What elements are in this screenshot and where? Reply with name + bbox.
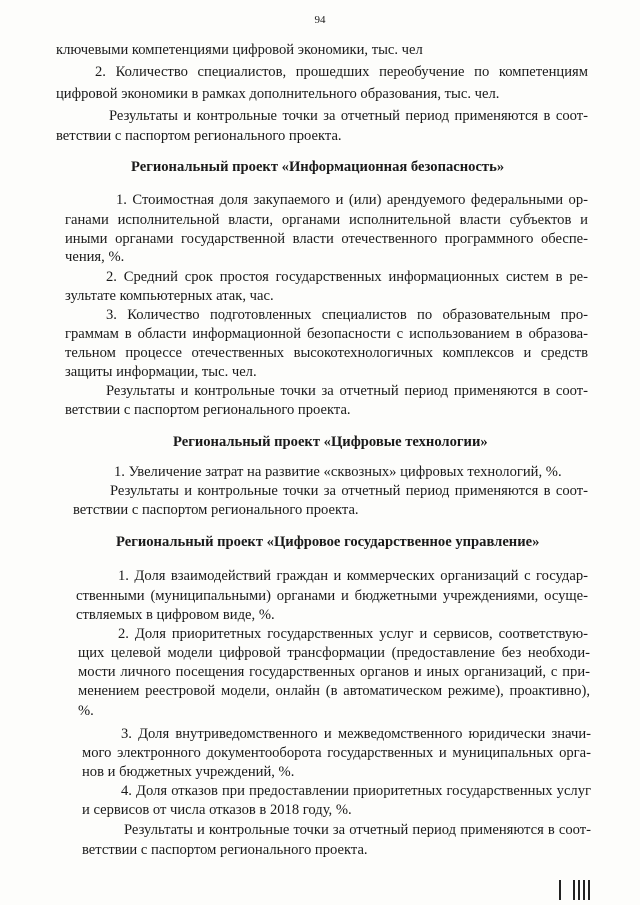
text-line: зультате компьютерных атак, час. [65,288,274,304]
text-line: цифровой экономики в рамках дополнительного образования, тыс. чел. [56,86,500,102]
text-line: мого электронного документооборота государственных и муниципальных орга- [82,745,591,761]
text-line: и сервисов от числа отказов в 2018 году, %. [82,802,352,818]
text-line: щих целевой модели цифровой трансформации (предоставление без необходи- [78,645,590,661]
text-line: граммам в области информационной безопасности с использованием в образова- [65,326,588,342]
text-line: Результаты и контрольные точки за отчетный период применяются в соот- [124,822,591,838]
text-line: ключевыми компетенциями цифровой экономики, тыс. чел [56,42,423,58]
text-line: Результаты и контрольные точки за отчетный период применяются в соот- [109,108,588,124]
text-line: ветствии с паспортом регионального проекта. [82,842,368,858]
text-line: 2. Доля приоритетных государственных услуг и сервисов, соответствую- [118,626,588,642]
text-line: 1. Увеличение затрат на развитие «сквозных» цифровых технологий, %. [114,464,562,480]
text-line: Результаты и контрольные точки за отчетный период применяются в соот- [110,483,588,499]
text-line: ветствии с паспортом регионального проекта. [56,128,342,144]
text-line: 3. Доля внутриведомственного и межведомственного юридически значи- [121,726,591,742]
page-number: 94 [314,14,326,26]
text-line: %. [78,703,94,719]
text-line: 2. Количество специалистов, прошедших переобучение по компетенциям [95,64,588,80]
text-line: ветствии с паспортом регионального проекта. [73,502,359,518]
text-line: 2. Средний срок простоя государственных информационных систем в ре- [106,269,588,285]
text-line: 4. Доля отказов при предоставлении приоритетных государственных услуг [121,783,591,799]
text-line: 3. Количество подготовленных специалистов по образовательным про- [106,307,588,323]
text-line: защиты информации, тыс. чел. [65,364,257,380]
text-line: ветствии с паспортом регионального проекта. [65,402,351,418]
text-line: ственными (муниципальными) органами и бюджетными учреждениями, осуще- [76,588,588,604]
text-line: 1. Стоимостная доля закупаемого и (или) арендуемого федеральными ор- [116,192,588,208]
text-line: 1. Доля взаимодействий граждан и коммерческих организаций с государ- [118,568,588,584]
section-heading: Региональный проект «Информационная безопасность» [131,159,505,175]
text-line: Результаты и контрольные точки за отчетный период применяются в соот- [106,383,588,399]
text-line: чения, %. [65,249,125,265]
text-line: нов и бюджетных учреждений, %. [82,764,295,780]
section-heading: Региональный проект «Цифровое государственное управление» [116,534,540,550]
text-line: тельном процессе отечественных высокотехнологичных комплексов и средств [65,345,588,361]
text-line: менением реестровой модели, онлайн (в автоматическом режиме), проактивно), [78,683,590,699]
section-heading: Региональный проект «Цифровые технологии» [173,434,488,450]
scan-barcode-mark [559,880,590,900]
text-line: ствляемых в цифровом виде, %. [76,607,275,623]
text-line: ганами исполнительной власти, органами исполнительной власти субъектов и [65,212,588,228]
text-line: иными органами государственной власти отечественного программного обеспе- [65,231,588,247]
text-line: мости личного посещения государственных органов и иных организаций, с при- [78,664,590,680]
